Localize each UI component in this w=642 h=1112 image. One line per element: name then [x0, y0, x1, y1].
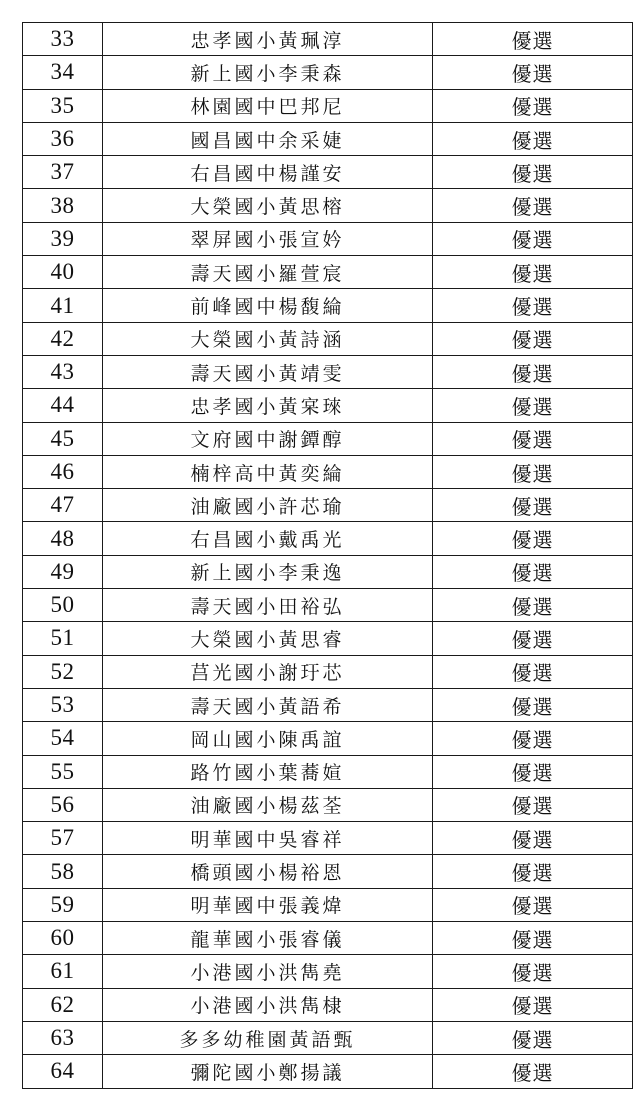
row-number-cell: 38 [23, 189, 103, 222]
table-row [23, 122, 633, 155]
school-student-cell: 忠孝國小黃宲琜 [103, 389, 433, 422]
row-number-cell: 60 [23, 922, 103, 955]
award-cell: 優選 [433, 622, 633, 655]
table-row [23, 56, 633, 89]
award-cell: 優選 [433, 955, 633, 988]
row-number-cell: 49 [23, 555, 103, 588]
row-number-cell: 56 [23, 788, 103, 821]
school-student-cell: 小港國小洪雋棣 [103, 988, 433, 1021]
table-row [23, 322, 633, 355]
table-row [23, 622, 633, 655]
table-row [23, 988, 633, 1021]
school-student-cell: 新上國小李秉森 [103, 56, 433, 89]
row-number-cell: 59 [23, 888, 103, 921]
award-cell: 優選 [433, 922, 633, 955]
award-cell: 優選 [433, 1055, 633, 1088]
table-row [23, 788, 633, 821]
table-row [23, 522, 633, 555]
row-number-cell: 40 [23, 256, 103, 289]
school-student-cell: 橋頭國小楊裕恩 [103, 855, 433, 888]
school-student-cell: 小港國小洪雋堯 [103, 955, 433, 988]
row-number-cell: 47 [23, 489, 103, 522]
award-cell: 優選 [433, 89, 633, 122]
school-student-cell: 路竹國小葉蕎媗 [103, 755, 433, 788]
school-student-cell: 大榮國小黃思榕 [103, 189, 433, 222]
award-cell: 優選 [433, 23, 633, 56]
table-row [23, 722, 633, 755]
row-number-cell: 62 [23, 988, 103, 1021]
school-student-cell: 忠孝國小黃珮淳 [103, 23, 433, 56]
award-cell: 優選 [433, 888, 633, 921]
award-cell: 優選 [433, 589, 633, 622]
school-student-cell: 楠梓高中黃奕綸 [103, 455, 433, 488]
table-row [23, 455, 633, 488]
award-table-body [23, 23, 633, 1089]
school-student-cell: 岡山國小陳禹誼 [103, 722, 433, 755]
school-student-cell: 前峰國中楊馥綸 [103, 289, 433, 322]
row-number-cell: 50 [23, 589, 103, 622]
award-cell: 優選 [433, 822, 633, 855]
row-number-cell: 48 [23, 522, 103, 555]
award-cell: 優選 [433, 122, 633, 155]
table-row [23, 589, 633, 622]
award-cell: 優選 [433, 222, 633, 255]
row-number-cell: 51 [23, 622, 103, 655]
award-cell: 優選 [433, 1021, 633, 1054]
table-row [23, 1021, 633, 1054]
school-student-cell: 壽天國小羅萱宸 [103, 256, 433, 289]
award-cell: 優選 [433, 722, 633, 755]
row-number-cell: 61 [23, 955, 103, 988]
table-row [23, 355, 633, 388]
row-number-cell: 55 [23, 755, 103, 788]
row-number-cell: 43 [23, 355, 103, 388]
table-row [23, 23, 633, 56]
table-row [23, 888, 633, 921]
school-student-cell: 油廠國小楊茲荃 [103, 788, 433, 821]
award-cell: 優選 [433, 555, 633, 588]
award-cell: 優選 [433, 422, 633, 455]
school-student-cell: 右昌國中楊謹安 [103, 156, 433, 189]
award-cell: 優選 [433, 688, 633, 721]
row-number-cell: 54 [23, 722, 103, 755]
table-row [23, 189, 633, 222]
award-cell: 優選 [433, 655, 633, 688]
table-row [23, 422, 633, 455]
award-table [22, 22, 633, 1089]
award-cell: 優選 [433, 56, 633, 89]
award-cell: 優選 [433, 355, 633, 388]
school-student-cell: 油廠國小許芯瑜 [103, 489, 433, 522]
row-number-cell: 64 [23, 1055, 103, 1088]
school-student-cell: 明華國中吳睿祥 [103, 822, 433, 855]
table-row [23, 389, 633, 422]
table-row [23, 955, 633, 988]
row-number-cell: 41 [23, 289, 103, 322]
school-student-cell: 彌陀國小鄭揚議 [103, 1055, 433, 1088]
table-row [23, 922, 633, 955]
award-cell: 優選 [433, 156, 633, 189]
table-row [23, 256, 633, 289]
row-number-cell: 57 [23, 822, 103, 855]
table-row [23, 555, 633, 588]
award-cell: 優選 [433, 389, 633, 422]
school-student-cell: 壽天國小田裕弘 [103, 589, 433, 622]
award-cell: 優選 [433, 256, 633, 289]
table-row [23, 489, 633, 522]
school-student-cell: 大榮國小黃思睿 [103, 622, 433, 655]
school-student-cell: 莒光國小謝玗芯 [103, 655, 433, 688]
row-number-cell: 53 [23, 688, 103, 721]
school-student-cell: 文府國中謝鐔醇 [103, 422, 433, 455]
table-row [23, 855, 633, 888]
table-row [23, 289, 633, 322]
table-row [23, 655, 633, 688]
award-cell: 優選 [433, 189, 633, 222]
award-cell: 優選 [433, 322, 633, 355]
row-number-cell: 63 [23, 1021, 103, 1054]
school-student-cell: 明華國中張義煒 [103, 888, 433, 921]
school-student-cell: 翠屏國小張宣妗 [103, 222, 433, 255]
school-student-cell: 龍華國小張睿儀 [103, 922, 433, 955]
row-number-cell: 36 [23, 122, 103, 155]
row-number-cell: 44 [23, 389, 103, 422]
award-cell: 優選 [433, 455, 633, 488]
row-number-cell: 52 [23, 655, 103, 688]
school-student-cell: 林園國中巴邦尼 [103, 89, 433, 122]
row-number-cell: 39 [23, 222, 103, 255]
award-cell: 優選 [433, 289, 633, 322]
award-cell: 優選 [433, 755, 633, 788]
award-cell: 優選 [433, 489, 633, 522]
table-row [23, 156, 633, 189]
award-cell: 優選 [433, 988, 633, 1021]
row-number-cell: 37 [23, 156, 103, 189]
award-cell: 優選 [433, 855, 633, 888]
table-row [23, 688, 633, 721]
school-student-cell: 大榮國小黃詩涵 [103, 322, 433, 355]
row-number-cell: 45 [23, 422, 103, 455]
table-row [23, 1055, 633, 1088]
school-student-cell: 壽天國小黃靖雯 [103, 355, 433, 388]
award-cell: 優選 [433, 522, 633, 555]
table-row [23, 822, 633, 855]
school-student-cell: 新上國小李秉逸 [103, 555, 433, 588]
school-student-cell: 右昌國小戴禹光 [103, 522, 433, 555]
row-number-cell: 58 [23, 855, 103, 888]
school-student-cell: 多多幼稚園黃語甄 [103, 1021, 433, 1054]
school-student-cell: 國昌國中余采婕 [103, 122, 433, 155]
table-row [23, 89, 633, 122]
award-list-sheet [22, 22, 632, 1089]
row-number-cell: 35 [23, 89, 103, 122]
table-row [23, 222, 633, 255]
award-cell: 優選 [433, 788, 633, 821]
row-number-cell: 42 [23, 322, 103, 355]
row-number-cell: 34 [23, 56, 103, 89]
row-number-cell: 33 [23, 23, 103, 56]
table-row [23, 755, 633, 788]
row-number-cell: 46 [23, 455, 103, 488]
school-student-cell: 壽天國小黃語希 [103, 688, 433, 721]
